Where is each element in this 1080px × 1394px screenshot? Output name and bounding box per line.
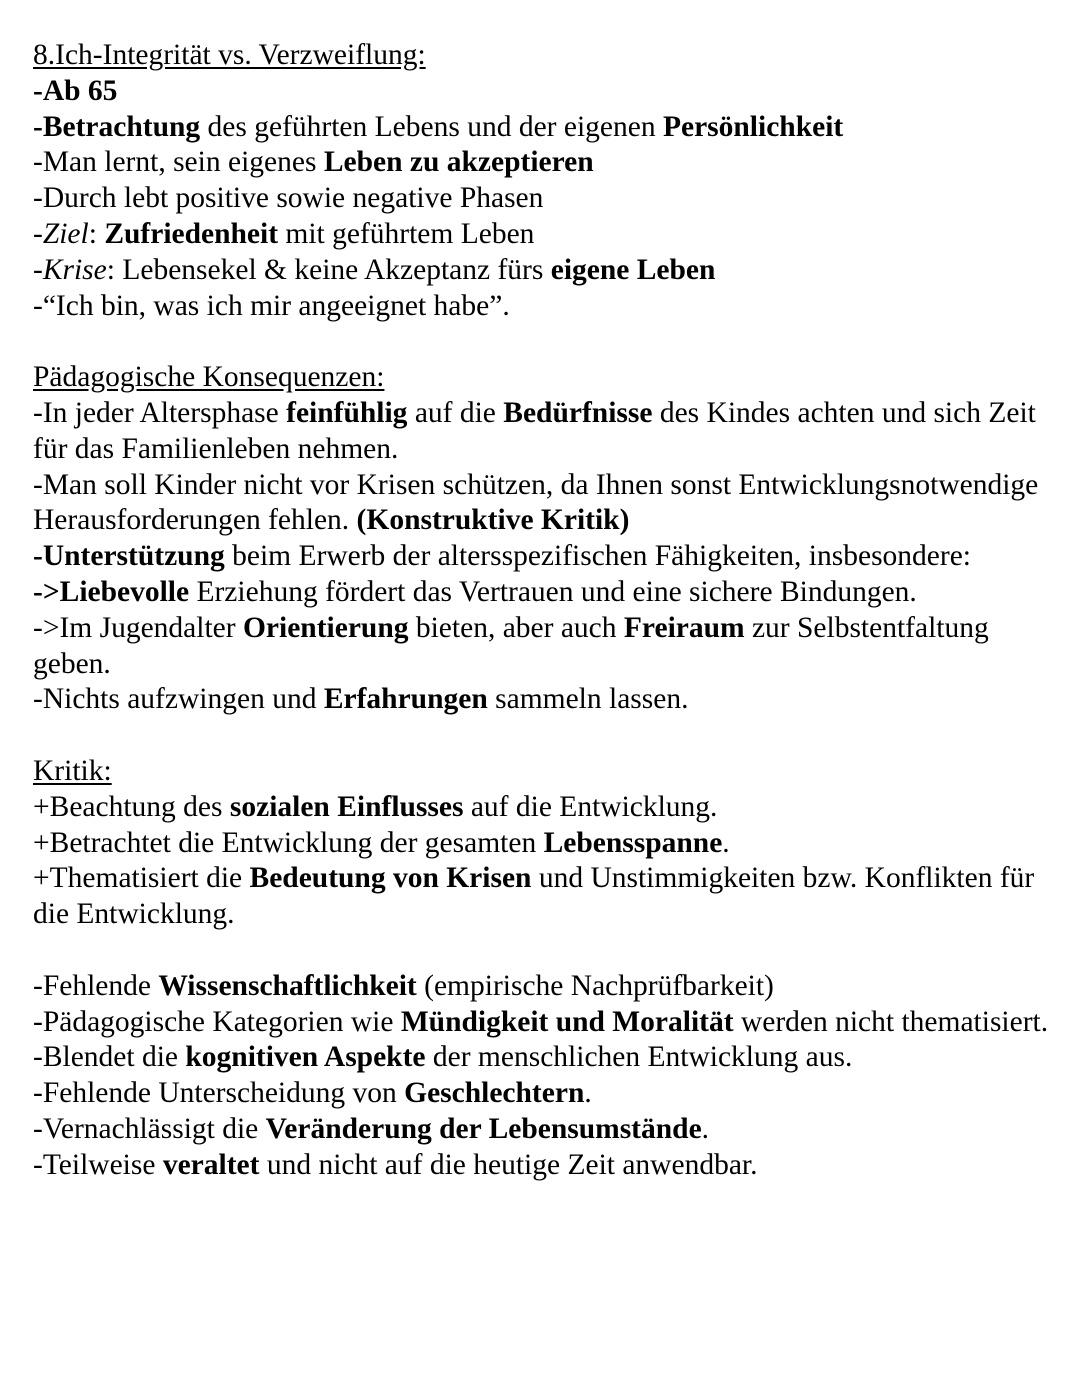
age-text: -Ab 65 bbox=[33, 74, 118, 107]
consequence-4: ->Liebevolle Erziehung fördert das Vertrauen und eine sichere Bindungen. bbox=[33, 575, 917, 608]
section-heading-consequences: Pädagogische Konsequenzen: bbox=[33, 361, 385, 394]
consequence-6: -Nichts aufzwingen und Erfahrungen sammeln lassen. bbox=[33, 683, 689, 716]
document-page bbox=[33, 38, 1053, 1184]
criticism-con-5: -Vernachlässigt die Veränderung der Lebensumstände. bbox=[33, 1112, 710, 1145]
criticism-con-4: -Fehlende Unterscheidung von Geschlechtern. bbox=[33, 1077, 592, 1110]
criticism-pro-3: +Thematisiert die Bedeutung von Krisen und Unstimmigkeiten bzw. Konflikten für die Entwicklung. bbox=[33, 862, 1035, 931]
consequence-2: -Man soll Kinder nicht vor Krisen schützen, da Ihnen sonst Entwicklungsnotwendige Herausforderungen fehlen. (Konstruktive Kritik) bbox=[33, 468, 1039, 537]
stage8-line-3: -Durch lebt positive sowie negative Phasen bbox=[33, 182, 544, 215]
spacer bbox=[33, 718, 1053, 754]
criticism-con-1: -Fehlende Wissenschaftlichkeit (empirische Nachprüfbarkeit) bbox=[33, 969, 774, 1002]
stage8-goal: -Ziel: Zufriedenheit mit geführtem Leben bbox=[33, 217, 535, 250]
consequence-5: ->Im Jugendalter Orientierung bieten, aber auch Freiraum zur Selbstentfaltung geben. bbox=[33, 611, 989, 680]
stage8-crisis: -Krise: Lebensekel & keine Akzeptanz fürs eigene Leben bbox=[33, 253, 716, 286]
criticism-con-3: -Blendet die kognitiven Aspekte der menschlichen Entwicklung aus. bbox=[33, 1041, 853, 1074]
section-heading-stage-8: 8.Ich-Integrität vs. Verzweiflung: bbox=[33, 39, 426, 71]
criticism-pro-1: +Beachtung des sozialen Einflusses auf die Entwicklung. bbox=[33, 790, 718, 823]
section-heading-criticism: Kritik: bbox=[33, 754, 112, 787]
stage8-line-1: -Betrachtung des geführten Lebens und der eigenen Persönlichkeit bbox=[33, 110, 844, 143]
criticism-con-6: -Teilweise veraltet und nicht auf die heutige Zeit anwendbar. bbox=[33, 1148, 758, 1181]
spacer bbox=[33, 933, 1053, 969]
criticism-con-2: -Pädagogische Kategorien wie Mündigkeit und Moralität werden nicht thematisiert. bbox=[33, 1005, 1049, 1038]
stage8-quote: -“Ich bin, was ich mir angeeignet habe”. bbox=[33, 289, 510, 322]
stage8-line-2: -Man lernt, sein eigenes Leben zu akzeptieren bbox=[33, 146, 594, 179]
age-line bbox=[33, 74, 1053, 110]
spacer bbox=[33, 324, 1053, 360]
consequence-3: -Unterstützung beim Erwerb der altersspezifischen Fähigkeiten, insbesondere: bbox=[33, 540, 972, 573]
criticism-pro-2: +Betrachtet die Entwicklung der gesamten Lebensspanne. bbox=[33, 826, 730, 859]
consequence-1: -In jeder Altersphase feinfühlig auf die Bedürfnisse des Kindes achten und sich Zeit für das Familienleben nehmen. bbox=[33, 396, 1036, 465]
